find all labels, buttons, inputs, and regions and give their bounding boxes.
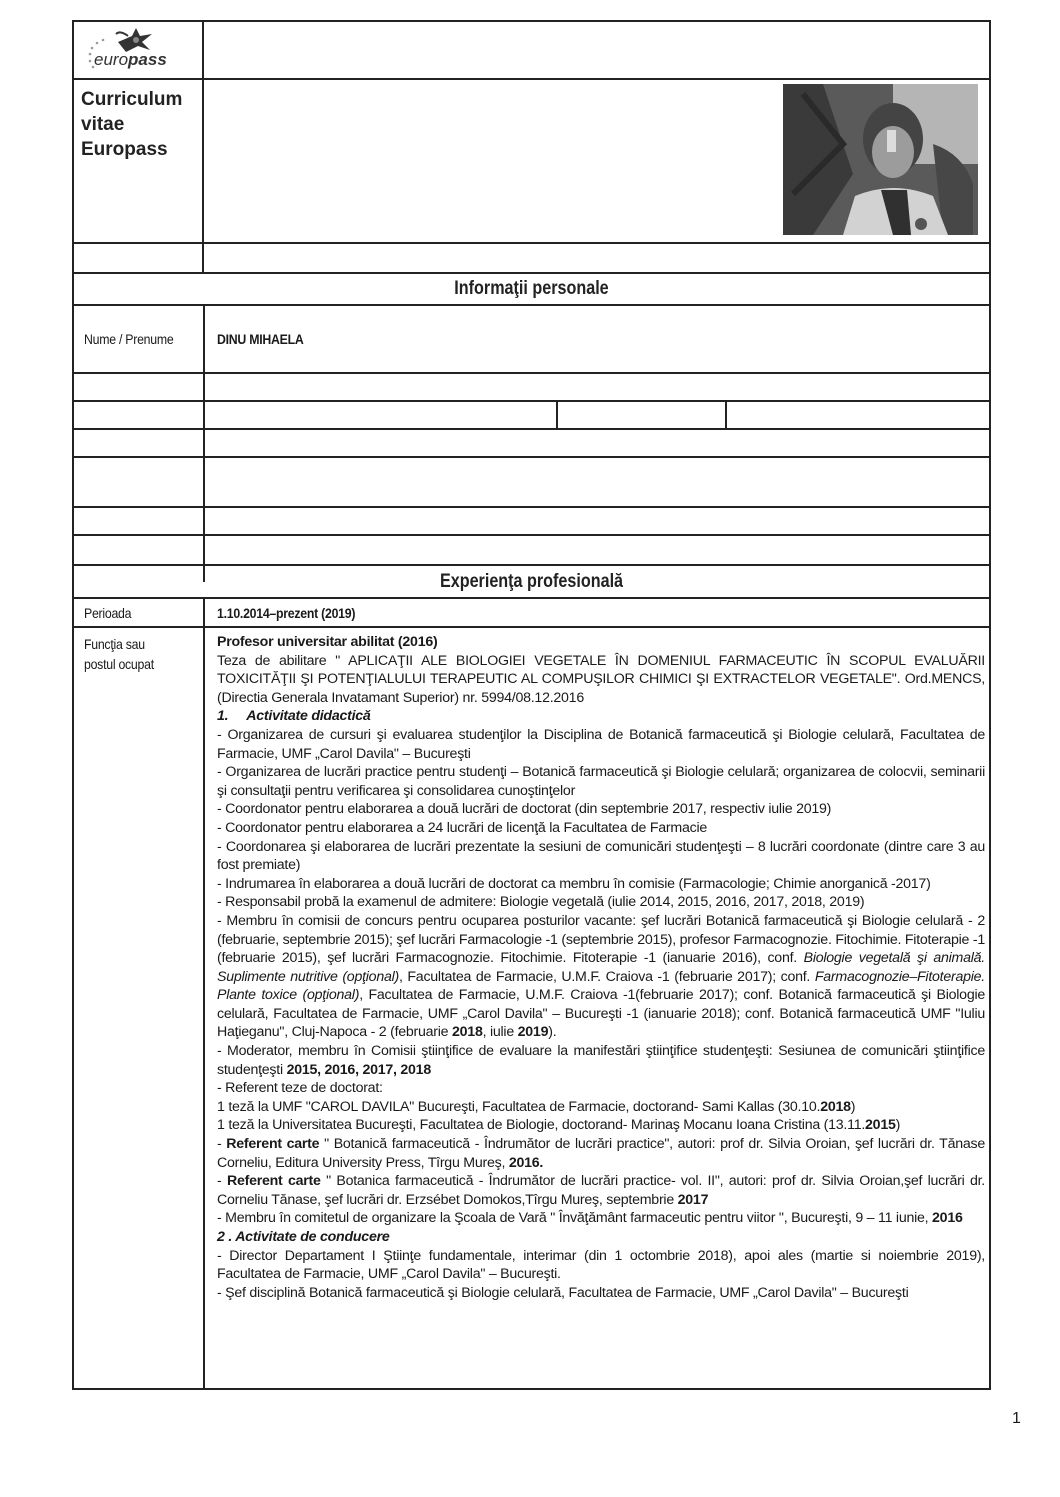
summer-school-item: - Membru în comitetul de organizare la Şcoala de Vară " Învăţământ farmaceutic pentru viitor ", Bucureşti, 9 – 11 iunie, 2016 <box>217 1210 963 1227</box>
teaching-item: - Coordonarea şi elaborarea de lucrări prezentate la sesiuni de comunicări studenţeşti – 8 lucrări coordonate (dintre care 3 au fost premiate) <box>217 838 985 874</box>
empty-row <box>72 402 991 430</box>
person-photo-icon <box>783 84 978 235</box>
cv-title: Curriculum vitae Europass <box>81 89 183 160</box>
teaching-item: - Indrumarea în elaborarea a două lucrări de doctorat ca membru în comisie (Farmacologie; Chimie anorganică -2017) <box>217 875 931 892</box>
name-label: Nume / Prenume <box>84 331 174 347</box>
teaching-item: - Coordonator pentru elaborarea a 24 lucrări de licenţă la Facultatea de Farmacie <box>217 819 707 836</box>
empty-row <box>72 536 991 566</box>
section-title-experience: Experienţa profesională <box>439 571 624 592</box>
europass-logo-text: europass <box>94 50 167 69</box>
position-label: Funcţia sau postul ocupat <box>84 636 154 672</box>
habilitation-thesis: Teza de abilitare " APLICAŢII ALE BIOLOGIEI VEGETALE ÎN DOMENIUL FARMACEUTIC ÎN SCOPUL EVALUĂRII TOXICITĂŢII ŞI POTENŢIALULUI TERAPEUTIC AL COMPUŞILOR CHIMICI ŞI EXTRACTELOR VEGETALE". Ord.MENCS, (Directia Generala Invatamant Superior) nr. 5994/08.12.2016 <box>217 652 985 706</box>
period-label: Perioada <box>84 605 132 621</box>
referee-thesis: 1 teză la UMF "CAROL DAVILA" Bucureşti, Facultatea de Farmacie, doctorand- Sami Kallas (30.10.2018) <box>217 1098 856 1115</box>
cell-divider <box>725 402 727 430</box>
position-title: Profesor universitar abilitat (2016) <box>217 634 438 650</box>
teaching-item: - Organizarea de lucrări practice pentru studenţi – Botanică farmaceutică şi Biologie celulară; organizarea de colocvii, seminarii şi consultaţii pentru verificarea şi consolidarea cunoştinţelor <box>217 764 985 799</box>
book-referee-item: - Referent carte " Botanică farmaceutică - Îndrumător de lucrări practice", autori: prof dr. Silvia Oroian, şef lucrări dr. Tănase Corneliu, Editura University Press, Tîrgu Mureş, 2016. <box>217 1136 985 1171</box>
management-item: - Şef disciplină Botanică farmaceutică şi Biologie celulară, Facultatea de Farmacie, UMF „Carol Davila" – Bucureşti <box>217 1284 909 1301</box>
period-row <box>72 599 991 628</box>
moderator-item: - Moderator, membru în Comisii ştiinţifice de evaluare la manifestări ştiinţifice studenţeşti: Sesiunea de comunicări ştiinţifice studenţeşti 2015, 2016, 2017, 2018 <box>217 1043 985 1078</box>
profile-photo <box>783 84 978 235</box>
empty-row <box>72 430 991 458</box>
empty-row <box>72 508 991 536</box>
management-item: - Director Departament I Ştiinţe fundamentale, interimar (din 1 octombrie 2018), apoi ales (martie si noiembrie 2019), Facultatea de Farmacie, UMF „Carol Davila" – Bucureşti. <box>217 1247 985 1283</box>
period-value: 1.10.2014–prezent (2019) <box>217 605 356 621</box>
teaching-item: - Coordonator pentru elaborarea a două lucrări de doctorat (din septembrie 2017, respectiv iulie 2019) <box>217 801 832 818</box>
teaching-item: - Responsabil probă la examenul de admitere: Biologie vegetală (iulie 2014, 2015, 2016, 2017, 2018, 2019) <box>217 894 865 911</box>
position-details <box>217 633 985 1302</box>
referee-heading: - Referent teze de doctorat: <box>217 1080 383 1097</box>
management-heading: 2 . Activitate de conducere <box>217 1229 390 1245</box>
empty-row <box>72 374 991 402</box>
empty-row <box>72 244 991 274</box>
section-title-personal: Informaţii personale <box>454 278 609 299</box>
empty-row <box>72 458 991 508</box>
committee-item: - Membru în comisii de concurs pentru ocuparea posturilor vacante: şef lucrări Botanică farmaceutică şi Biologie celulară - 2 (februarie, septembrie 2015); şef lucrări Farmacologie -1 (septembrie 2015), profesor Farmacognozie. Fitochimie. Fitoterapie -1 (februarie 2015), şef lucrări Farmacognozie. Fitochimie. Fitoterapie -1 (ianuarie 2016), conf. Biologie vegetală şi animală. Suplimente nutritive (opţional), Facultatea de Farmacie, U.M.F. Craiova -1 (februarie 2017); conf. Farmacognozie–Fitoterapie. Plante toxice (opţional), Facultatea de Farmacie, U.M.F. Craiova -1(februarie 2017); conf. Botanică farmaceutică şi Biologie celulară, Facultatea de Farmacie, UMF „Carol Davila" – Bucureşti -1 (ianuarie 2018); conf. Botanică farmaceutică UMF "Iuliu Haţieganu", Cluj-Napoca - 2 (februarie 2018, iulie 2019). <box>217 912 986 1041</box>
referee-thesis: 1 teză la Universitatea Bucureşti, Facultatea de Biologie, doctorand- Marinaş Mocanu Ioana Cristina (13.11.2015) <box>217 1117 901 1134</box>
name-row <box>72 306 991 374</box>
page-number: 1 <box>1012 1410 1021 1427</box>
cell-divider <box>556 402 558 430</box>
header-logo-row <box>72 20 991 80</box>
teaching-item: - Organizarea de cursuri şi evaluarea studenţilor la Disciplina de Botanică farmaceutică şi Biologie celulară, Facultatea de Farmacie, UMF „Carol Davila" – Bucureşti <box>217 726 985 762</box>
book-referee-item: - Referent carte " Botanica farmaceutică - Îndrumător de lucrări practice- vol. II", autori: prof dr. Silvia Oroian,şef lucrări dr. Corneliu Tănase, şef lucrări dr. Erzsébet Domokos,Tîrgu Mureş, septembrie 2017 <box>217 1173 985 1208</box>
name-value: DINU MIHAELA <box>217 331 304 347</box>
teaching-heading: 1. Activitate didactică <box>217 708 371 725</box>
